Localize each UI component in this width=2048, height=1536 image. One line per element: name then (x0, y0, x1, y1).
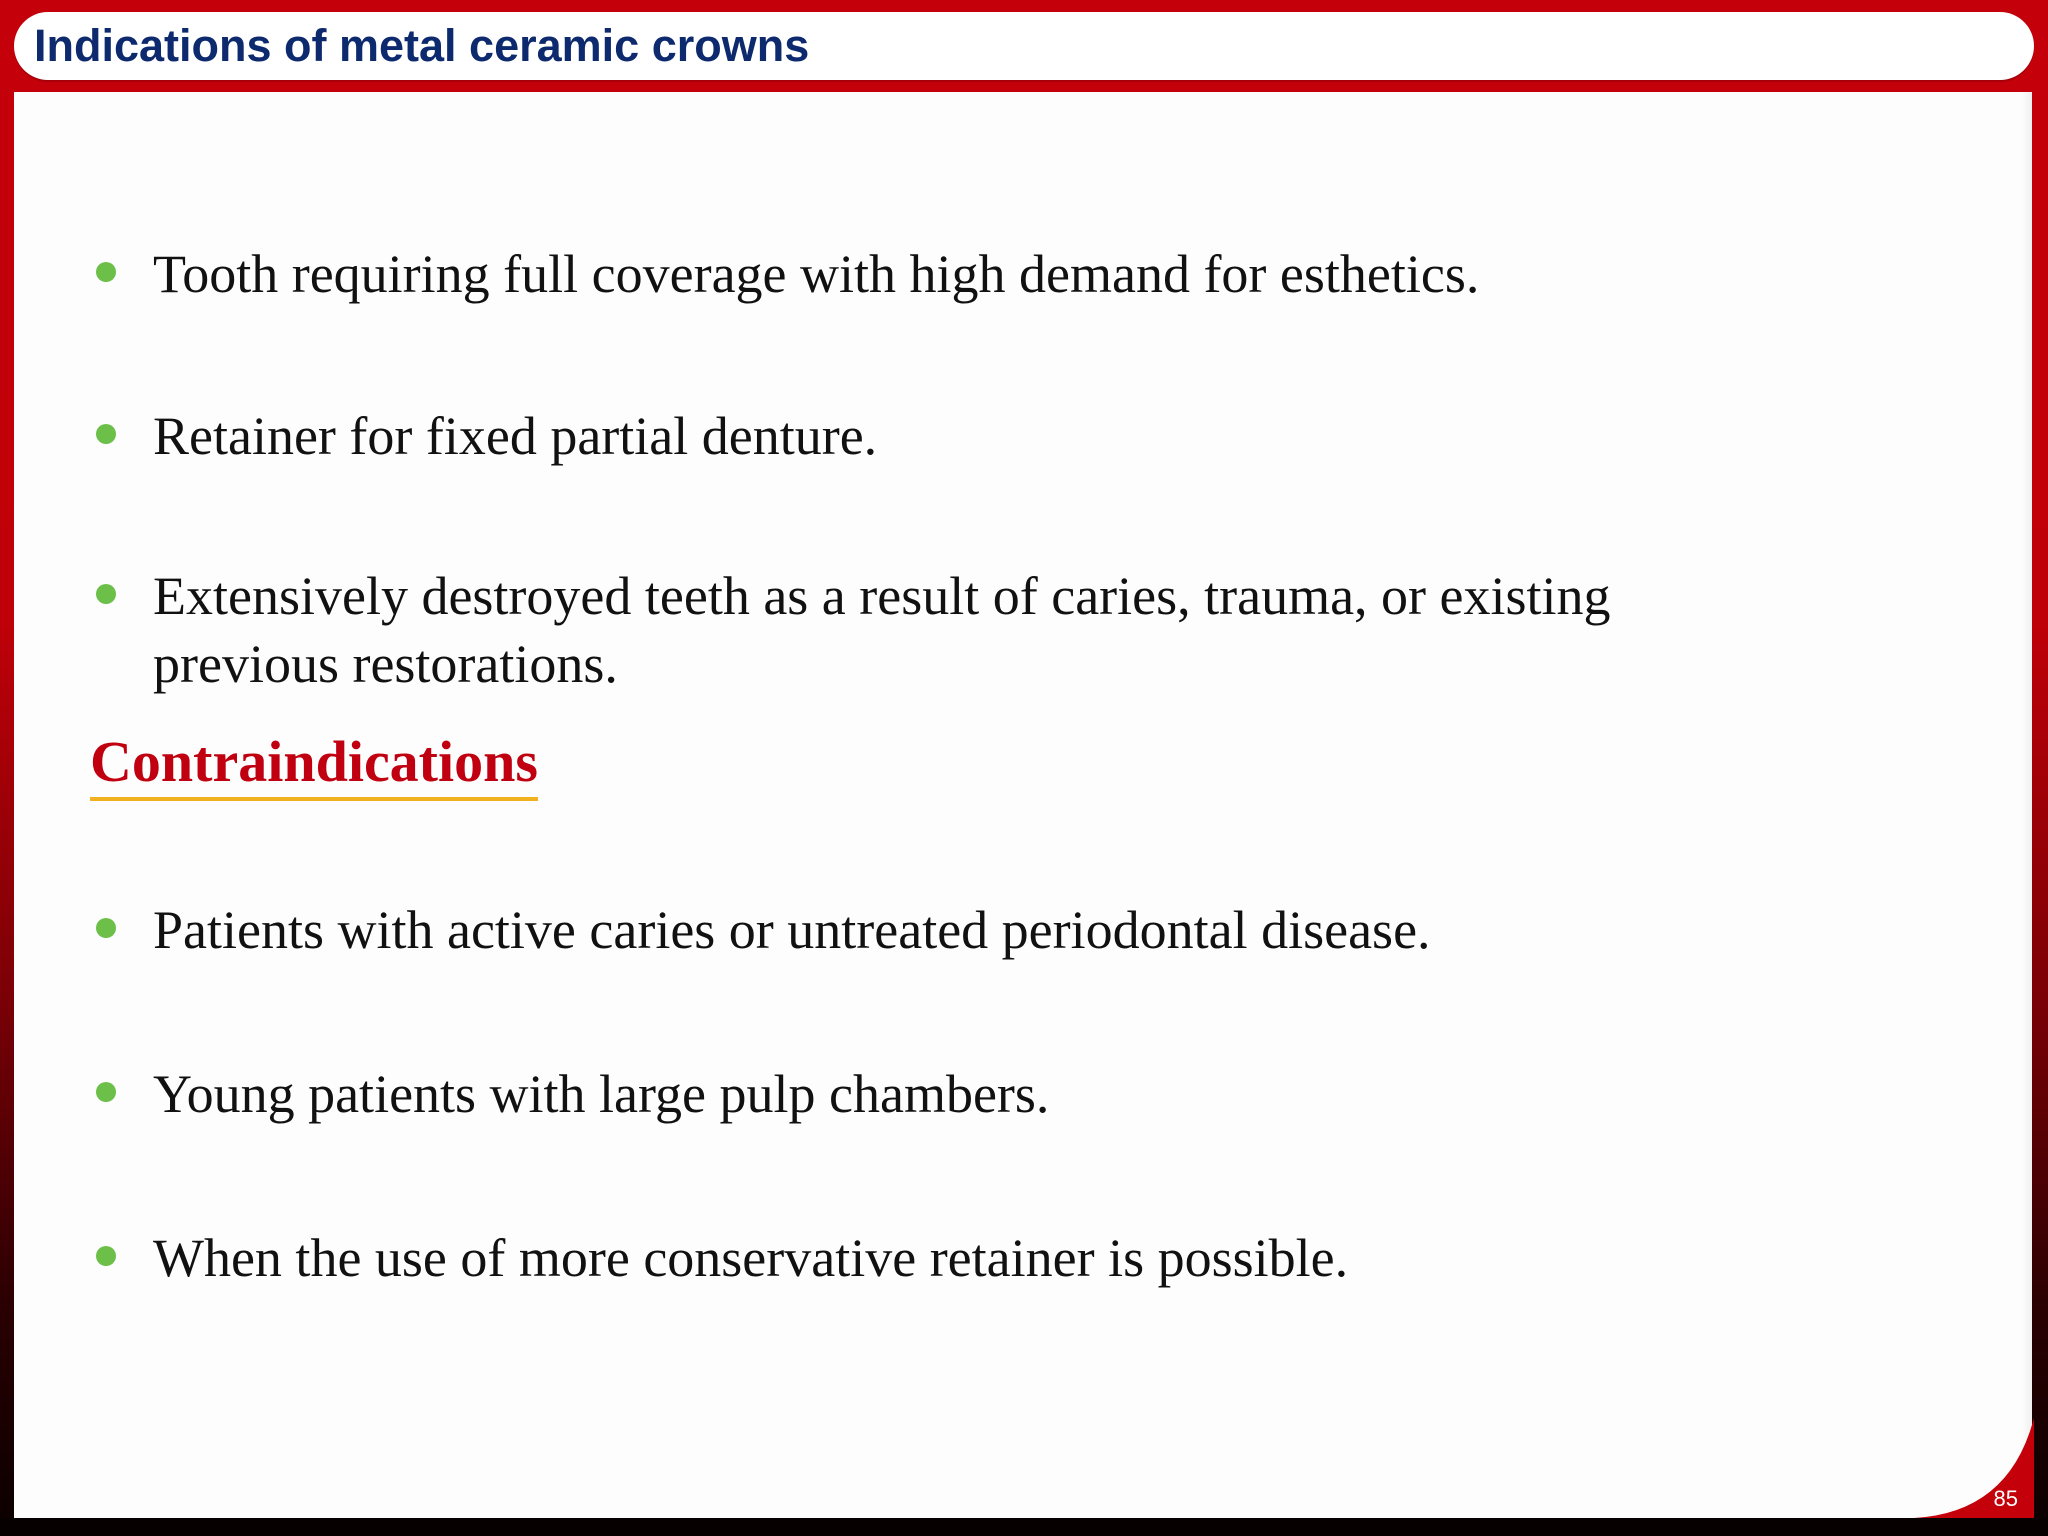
page-number: 85 (1993, 1486, 2018, 1511)
contraindication-text: Patients with active caries or untreated periodontal disease. (153, 900, 1431, 960)
title-bar (14, 12, 2034, 80)
slide-content (14, 92, 2032, 1518)
bottom-band (0, 1518, 2048, 1536)
bullet-dot-icon (96, 262, 116, 282)
content-edge-shadow (2022, 92, 2032, 1518)
contraindication-text: When the use of more conservative retainer is possible. (153, 1228, 1349, 1288)
bullet-dot-icon (96, 1246, 116, 1266)
bullet-dot-icon (96, 424, 116, 444)
contraindication-text: Young patients with large pulp chambers. (153, 1064, 1050, 1124)
indication-text: Extensively destroyed teeth as a result of caries, trauma, or existing previous restorations. (153, 566, 1611, 694)
bullet-dot-icon (96, 918, 116, 938)
indication-text: Retainer for fixed partial denture. (153, 406, 878, 466)
bullet-dot-icon (96, 1082, 116, 1102)
indication-text: Tooth requiring full coverage with high demand for esthetics. (153, 244, 1480, 304)
bullet-dot-icon (96, 584, 116, 604)
slide-title: Indications of metal ceramic crowns (34, 20, 810, 71)
contraindications-heading: Contraindications (90, 728, 538, 801)
